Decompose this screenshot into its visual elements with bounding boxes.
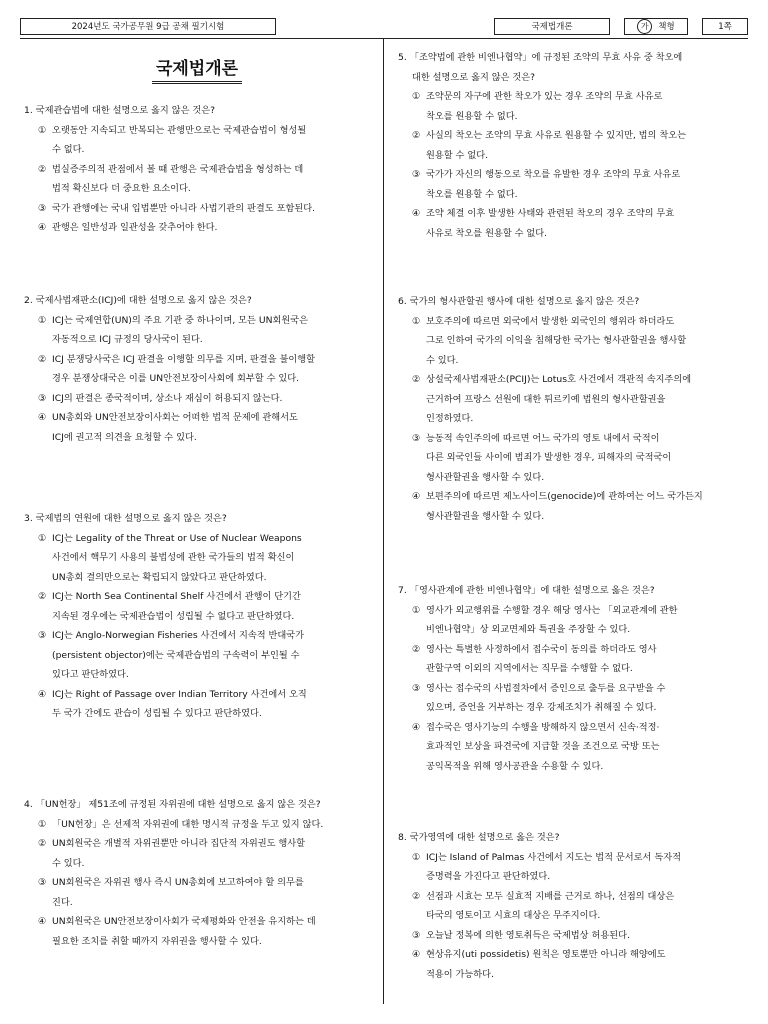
question-number: 6. (398, 296, 407, 307)
option-marker: ② (412, 374, 421, 385)
option-line: 자동적으로 ICJ 규정의 당사국이 된다. (52, 334, 203, 345)
option-marker: ④ (412, 949, 421, 960)
option-marker: ③ (38, 877, 47, 888)
option-line: 영사는 특별한 사정하에서 접수국이 동의를 하더라도 영사 (426, 643, 657, 655)
option-3[interactable] (24, 873, 380, 912)
option-2[interactable] (398, 887, 750, 926)
question-stem-cont: 대한 설명으로 옳지 않은 것은? (412, 71, 536, 83)
option-marker: ③ (38, 392, 47, 404)
question-5 (398, 48, 750, 243)
option-line: 진다. (52, 896, 73, 908)
option-line: 접수국은 영사기능의 수행을 방해하지 않으면서 신속·적정· (426, 721, 660, 733)
option-line: 조약문의 자구에 관한 착오가 있는 경우 조약의 무효 사유로 (426, 91, 663, 102)
option-line: 그로 인하여 국가의 이익을 침해당한 국가는 형사관할권을 행사할 (426, 335, 687, 346)
option-line: UN회원국은 자위권 행사 즉시 UN총회에 보고하여야 할 의무를 (52, 877, 304, 888)
option-line: 경우 분쟁상대국은 이를 UN안전보장이사회에 회부할 수 있다. (52, 373, 300, 384)
option-3[interactable] (398, 926, 750, 946)
option-line: 타국의 영토이고 시효의 대상은 무주지이다. (426, 910, 601, 921)
option-2[interactable] (398, 370, 750, 429)
option-line: 선점과 시효는 모두 실효적 지배를 근거로 하나, 선점의 대상은 (426, 890, 675, 902)
option-1[interactable] (398, 848, 750, 887)
option-4[interactable] (24, 218, 380, 238)
option-line: 비엔나협약」상 외교면제와 특권을 주장할 수 있다. (426, 624, 631, 635)
option-line: ICJ는 North Sea Continental Shelf 사건에서 관행이 단기간 (52, 591, 301, 602)
option-marker: ③ (412, 432, 421, 444)
option-line: 착오를 원용할 수 없다. (426, 110, 518, 122)
option-marker: ① (38, 314, 47, 326)
option-marker: ③ (412, 682, 421, 694)
option-1[interactable] (398, 312, 750, 371)
option-line: UN총회 결의만으로는 확립되지 않았다고 판단하였다. (52, 571, 267, 583)
option-line: 필요한 조치를 취할 때까지 자위권을 행사할 수 있다. (52, 935, 262, 947)
option-marker: ① (38, 124, 47, 136)
option-marker: ③ (412, 929, 421, 941)
question-stem (398, 828, 750, 848)
option-1[interactable] (24, 121, 380, 160)
left-column (24, 0, 380, 1024)
option-line: ICJ는 국제연합(UN)의 주요 기관 중 하나이며, 모든 UN회원국은 (52, 314, 308, 326)
question-stem (24, 509, 380, 529)
question-2 (24, 291, 380, 447)
option-line: 공익목적을 위해 영사공관을 수용할 수 있다. (426, 760, 604, 772)
column-divider (383, 38, 384, 1004)
option-line: 효과적인 보상을 파견국에 지급할 것을 조건으로 국방 또는 (426, 741, 660, 752)
option-marker: ② (38, 838, 47, 849)
question-number: 5. (398, 52, 407, 63)
option-line: 법실증주의적 관점에서 볼 때 관행은 국제관습법을 형성하는 데 (52, 163, 304, 175)
option-line: 착오를 원용할 수 없다. (426, 188, 518, 200)
option-3[interactable] (24, 389, 380, 409)
option-2[interactable] (398, 126, 750, 165)
question-stem (398, 292, 750, 312)
option-line: 사실의 착오는 조약의 무효 사유로 원용할 수 있지만, 법의 착오는 (426, 130, 686, 141)
question-stem (24, 795, 380, 815)
question-stem (24, 101, 380, 121)
option-line: 인정하였다. (426, 413, 474, 424)
option-marker: ④ (38, 222, 47, 233)
exam-title: 2024년도 국가공무원 9급 공채 필기시험 (71, 22, 225, 32)
question-stem (398, 581, 750, 601)
option-3[interactable] (24, 199, 380, 219)
option-line: ICJ의 판결은 종국적이며, 상소나 재심이 허용되지 않는다. (52, 392, 283, 404)
option-line: 국가 관행에는 국내 입법뿐만 아니라 사법기관의 판결도 포함된다. (52, 202, 315, 214)
option-line: 현상유지(uti possidetis) 원칙은 영토뿐만 아니라 해양에도 (426, 949, 666, 960)
right-column (398, 0, 750, 1024)
option-2[interactable] (24, 160, 380, 199)
option-line: ICJ 분쟁당사국은 ICJ 판결을 이행할 의무를 지며, 판결을 불이행할 (52, 353, 315, 365)
option-marker: ② (38, 353, 47, 365)
option-marker: ③ (38, 202, 47, 214)
option-line: ICJ에 권고적 의견을 요청할 수 있다. (52, 431, 197, 443)
option-3[interactable] (24, 626, 380, 685)
option-4[interactable] (24, 912, 380, 951)
option-marker: ② (38, 163, 47, 175)
subject-label: 국제법개론 (531, 22, 573, 32)
option-line: 형사관할권을 행사할 수 있다. (426, 510, 545, 522)
option-2[interactable] (24, 350, 380, 389)
option-marker: ② (412, 890, 421, 902)
booklet-mark: 가 (637, 19, 652, 34)
option-line: ICJ는 Island of Palmas 사건에서 지도는 법적 문서로서 독자적 (426, 851, 681, 863)
option-line: UN회원국은 UN안전보장이사회가 국제평화와 안전을 유지하는 데 (52, 916, 316, 927)
option-marker: ③ (38, 630, 47, 641)
option-line: UN회원국은 개별적 자위권뿐만 아니라 집단적 자위권도 행사할 (52, 838, 305, 849)
option-4[interactable] (398, 487, 750, 526)
option-line: 관할구역 이외의 지역에서는 직무를 수행할 수 없다. (426, 663, 633, 674)
stem-line: 국제법의 연원에 대한 설명으로 옳지 않은 것은? (35, 513, 227, 524)
option-line: 「UN헌장」은 선제적 자위권에 대한 명시적 규정을 두고 있지 않다. (52, 818, 324, 830)
option-marker: ① (412, 851, 421, 863)
stem-line: 국제사법재판소(ICJ)에 대한 설명으로 옳지 않은 것은? (35, 295, 252, 306)
option-line: 수 없다. (52, 144, 85, 155)
question-6 (398, 292, 750, 526)
option-marker: ④ (412, 721, 421, 733)
option-line: 형사관할권을 행사할 수 있다. (426, 471, 545, 483)
option-marker: ② (38, 591, 47, 602)
option-line: 상설국제사법재판소(PCIJ)는 Lotus호 사건에서 객관적 속지주의에 (426, 374, 692, 385)
option-marker: ④ (412, 208, 421, 219)
option-1[interactable] (24, 311, 380, 350)
option-marker: ③ (412, 169, 421, 180)
option-line: 조약 체결 이후 발생한 사태와 관련된 착오의 경우 조약의 무효 (426, 208, 675, 219)
question-number: 4. (24, 799, 33, 810)
option-line: 보편주의에 따르면 제노사이드(genocide)에 관하여는 어느 국가든지 (426, 491, 703, 502)
option-marker: ② (412, 643, 421, 655)
option-line: 원용할 수 없다. (426, 149, 489, 161)
page-number: 1쪽 (718, 22, 732, 32)
option-3[interactable] (398, 165, 750, 204)
stem-line: 「UN헌장」 제51조에 규정된 자위권에 대한 설명으로 옳지 않은 것은? (35, 799, 321, 810)
question-number: 8. (398, 832, 407, 843)
option-line: ICJ는 Right of Passage over Indian Territory 사건에서 오직 (52, 688, 307, 700)
option-line: 능동적 속인주의에 따르면 어느 국가의 영토 내에서 국적이 (426, 432, 660, 444)
option-1[interactable] (24, 815, 380, 835)
question-number: 3. (24, 513, 33, 524)
option-line: 있으며, 증언을 거부하는 경우 강제조치가 취해질 수 있다. (426, 702, 657, 713)
stem-line: 「영사관계에 관한 비엔나협약」에 대한 설명으로 옳은 것은? (409, 585, 655, 596)
question-stem (398, 48, 750, 68)
question-1 (24, 101, 380, 238)
option-line: 사건에서 핵무기 사용의 불법성에 관한 국가들의 법적 확신이 (52, 552, 295, 563)
option-line: 국가가 자신의 행동으로 착오를 유발한 경우 조약의 무효 사유로 (426, 169, 681, 180)
question-stem (24, 291, 380, 311)
option-line: 다른 외국인들 사이에 범죄가 발생한 경우, 피해자의 국적국이 (426, 452, 672, 463)
option-line: 법적 확신보다 더 중요한 요소이다. (52, 183, 191, 194)
option-4[interactable] (398, 204, 750, 243)
option-4[interactable] (24, 408, 380, 447)
option-line: 보호주의에 따르면 외국에서 발생한 외국인의 행위라 하더라도 (426, 315, 675, 327)
booklet-label: 책형 (658, 22, 675, 32)
option-line: ICJ는 Legality of the Threat or Use of Nuclear Weapons (52, 532, 302, 544)
option-line: 수 있다. (426, 354, 459, 366)
question-4 (24, 795, 380, 951)
question-number: 1. (24, 105, 33, 116)
question-3 (24, 509, 380, 724)
question-7 (398, 581, 750, 776)
option-line: ICJ는 Anglo-Norwegian Fisheries 사건에서 지속적 반대국가 (52, 630, 305, 641)
option-marker: ① (38, 532, 47, 544)
option-4[interactable] (24, 685, 380, 724)
option-line: 관행은 일반성과 일관성을 갖추어야 한다. (52, 222, 218, 233)
option-marker: ① (412, 91, 421, 102)
option-line: (persistent objector)에는 국제관습법의 구속력이 부인될 수 (52, 649, 300, 661)
question-number: 7. (398, 585, 407, 596)
option-line: 영사가 외교행위를 수행할 경우 해당 영사는 「외교관계에 관한 (426, 604, 678, 616)
option-4[interactable] (398, 718, 750, 777)
option-marker: ① (412, 604, 421, 616)
option-1[interactable] (398, 601, 750, 640)
option-1[interactable] (24, 529, 380, 588)
option-marker: ④ (38, 412, 47, 423)
option-line: 오랫동안 지속되고 반복되는 관행만으로는 국제관습법이 형성될 (52, 124, 307, 136)
option-line: 수 있다. (52, 857, 85, 869)
option-line: 두 국가 간에도 관습이 성립될 수 있다고 판단하였다. (52, 708, 262, 719)
option-marker: ① (412, 315, 421, 327)
option-2[interactable] (24, 834, 380, 873)
option-line: UN총회와 UN안전보장이사회는 어떠한 법적 문제에 관해서도 (52, 412, 298, 423)
subject-title: 국제법개론 (152, 54, 242, 84)
option-line: 지속된 경우에는 국제관습법이 성립될 수 없다고 판단하였다. (52, 610, 295, 622)
option-line: 적용이 가능하다. (426, 968, 494, 980)
option-line: 오늘날 정복에 의한 영토취득은 국제법상 허용된다. (426, 929, 630, 941)
option-2[interactable] (24, 587, 380, 626)
stem-line: 국가영역에 대한 설명으로 옳은 것은? (409, 832, 560, 843)
option-marker: ④ (38, 688, 47, 700)
option-line: 사유로 착오를 원용할 수 없다. (426, 227, 548, 239)
stem-line: 국제관습법에 대한 설명으로 옳지 않은 것은? (35, 105, 216, 116)
option-3[interactable] (398, 679, 750, 718)
stem-line: 「조약법에 관한 비엔나협약」에 규정된 조약의 무효 사유 중 착오에 (409, 52, 683, 63)
question-number: 2. (24, 295, 33, 306)
option-line: 있다고 판단하였다. (52, 669, 129, 680)
option-marker: ④ (38, 916, 47, 927)
option-marker: ④ (412, 491, 421, 502)
question-8 (398, 828, 750, 984)
stem-line: 국가의 형사관할권 행사에 대한 설명으로 옳지 않은 것은? (409, 296, 640, 307)
option-line: 근거하여 프랑스 선원에 대한 튀르키예 법원의 형사관할권을 (426, 393, 666, 405)
option-line: 영사는 접수국의 사법절차에서 증인으로 출두를 요구받을 수 (426, 682, 666, 694)
option-2[interactable] (398, 640, 750, 679)
option-line: 증명력을 가진다고 판단하였다. (426, 871, 551, 882)
option-marker: ① (38, 818, 47, 830)
option-3[interactable] (398, 429, 750, 488)
option-marker: ② (412, 130, 421, 141)
option-1[interactable] (398, 87, 750, 126)
option-4[interactable] (398, 945, 750, 984)
